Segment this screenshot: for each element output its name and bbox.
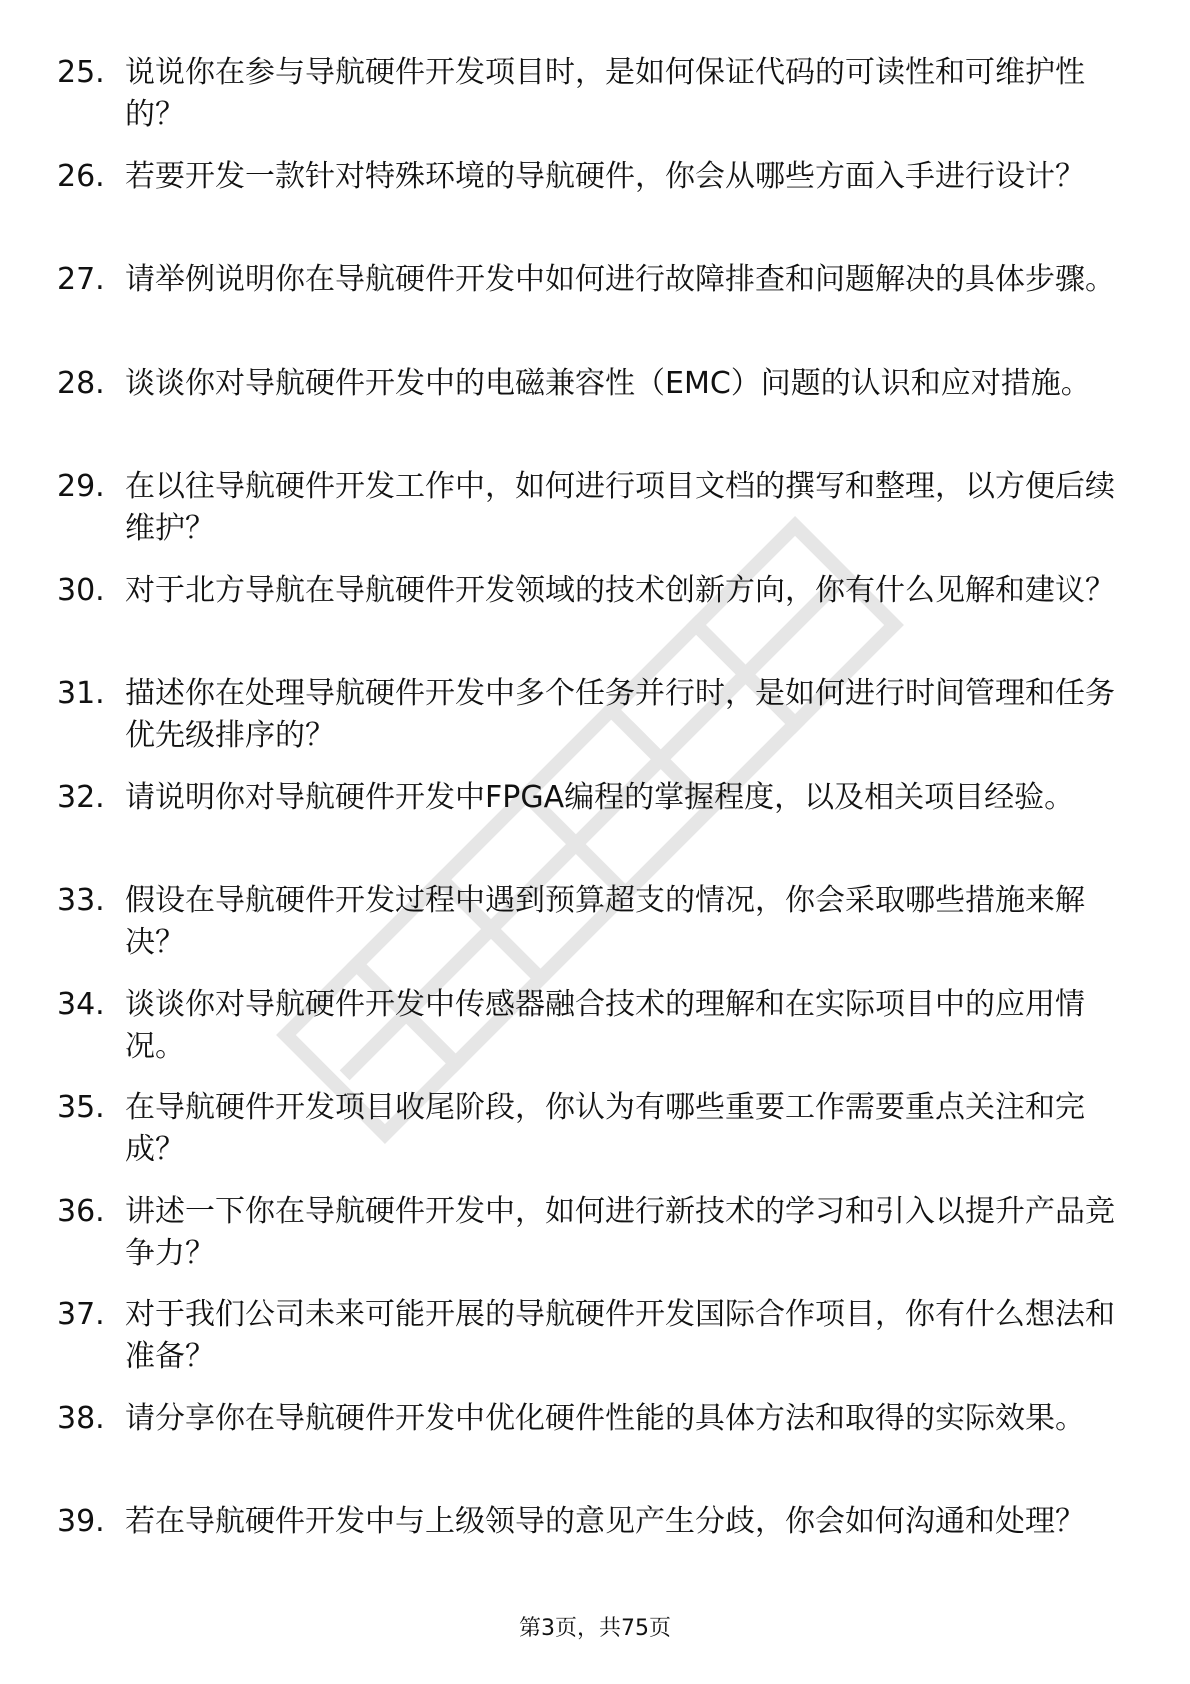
list-item (57, 1294, 1127, 1398)
list-item (57, 777, 1127, 881)
question-number: 38. (57, 1400, 105, 1436)
list-item (57, 984, 1127, 1088)
list-item (57, 1398, 1127, 1502)
list-item (57, 1501, 1127, 1605)
question-text: 讲述一下你在导航硬件开发中，如何进行新技术的学习和引入以提升产品竞争力？ (125, 1193, 1115, 1271)
question-text: 描述你在处理导航硬件开发中多个任务并行时，是如何进行时间管理和任务优先级排序的？ (125, 676, 1115, 753)
question-text: 对于北方导航在导航硬件开发领域的技术创新方向，你有什么见解和建议？ (125, 572, 1115, 608)
question-number: 37. (57, 1297, 105, 1332)
list-item (57, 673, 1127, 777)
question-text: 若要开发一款针对特殊环境的导航硬件，你会从哪些方面入手进行设计？ (125, 158, 1085, 194)
question-number: 27. (57, 262, 105, 297)
list-item (57, 259, 1127, 363)
question-number: 29. (57, 469, 105, 504)
question-number: 31. (57, 676, 105, 711)
list-item (57, 570, 1127, 674)
question-number: 39. (57, 1504, 105, 1539)
question-number: 33. (57, 883, 105, 918)
question-text: 对于我们公司未来可能开展的导航硬件开发国际合作项目，你有什么想法和准备？ (125, 1297, 1115, 1374)
list-item (57, 1087, 1127, 1191)
list-item (57, 1191, 1127, 1295)
question-text: 说说你在参与导航硬件开发项目时，是如何保证代码的可读性和可维护性的？ (125, 55, 1085, 132)
question-number: 28. (57, 365, 105, 401)
question-list (57, 52, 1127, 1605)
question-number: 30. (57, 572, 105, 608)
question-number: 34. (57, 986, 105, 1022)
page-footer: 第3页，共75页 (519, 1616, 671, 1641)
question-number: 36. (57, 1193, 105, 1229)
question-text: 在导航硬件开发项目收尾阶段，你认为有哪些重要工作需要重点关注和完成？ (125, 1090, 1085, 1167)
list-item (57, 466, 1127, 570)
question-text: 假设在导航硬件开发过程中遇到预算超支的情况，你会采取哪些措施来解决？ (125, 883, 1085, 960)
list-item (57, 363, 1127, 467)
question-number: 32. (57, 779, 105, 815)
question-text: 若在导航硬件开发中与上级领导的意见产生分歧，你会如何沟通和处理？ (125, 1504, 1085, 1539)
question-text: 谈谈你对导航硬件开发中传感器融合技术的理解和在实际项目中的应用情况。 (125, 986, 1085, 1064)
list-item (57, 52, 1127, 156)
list-item (57, 880, 1127, 984)
question-number: 25. (57, 55, 105, 90)
question-text: 谈谈你对导航硬件开发中的电磁兼容性（EMC）问题的认识和应对措施。 (125, 365, 1091, 401)
question-text: 请说明你对导航硬件开发中FPGA编程的掌握程度，以及相关项目经验。 (125, 779, 1075, 815)
list-item (57, 156, 1127, 260)
question-text: 请分享你在导航硬件开发中优化硬件性能的具体方法和取得的实际效果。 (125, 1400, 1085, 1436)
question-number: 26. (57, 158, 105, 194)
question-number: 35. (57, 1090, 105, 1125)
question-text: 请举例说明你在导航硬件开发中如何进行故障排查和问题解决的具体步骤。 (125, 262, 1115, 297)
question-text: 在以往导航硬件开发工作中，如何进行项目文档的撰写和整理，以方便后续维护？ (125, 469, 1115, 546)
